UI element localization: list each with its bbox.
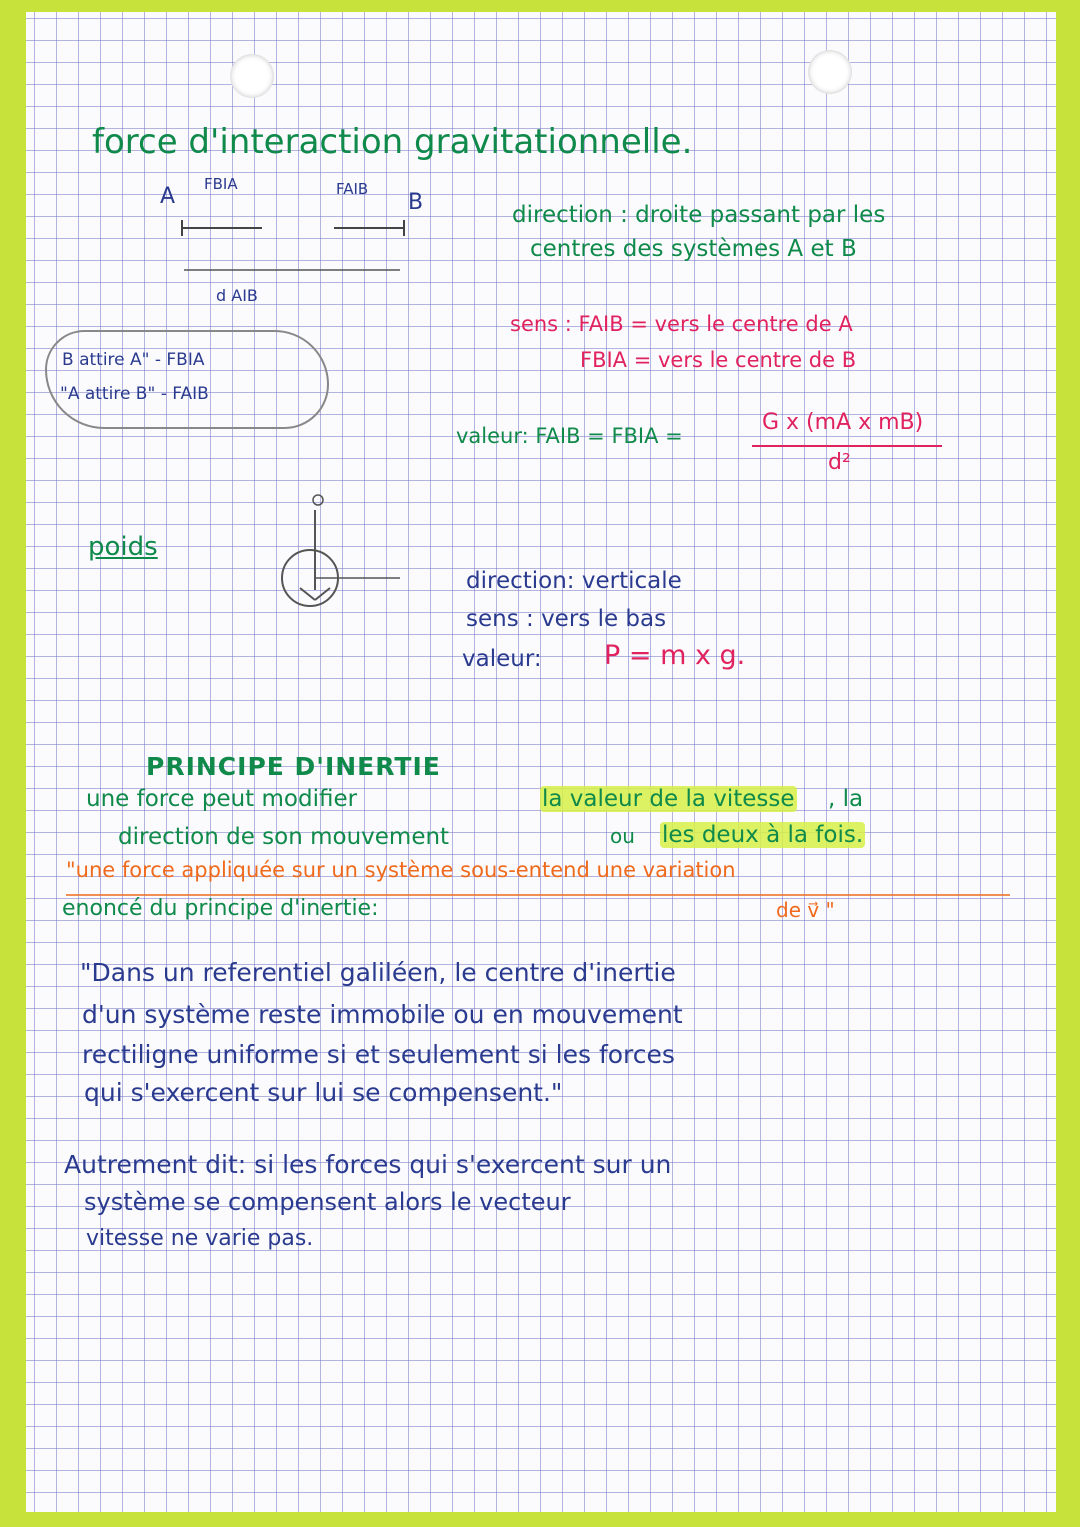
poids-formula: P = m x g. <box>604 640 746 671</box>
weight-arrowhead <box>300 588 315 600</box>
grav-sens-1: sens : FAIB = vers le centre de A <box>510 312 853 336</box>
principle-line-1: "Dans un referentiel galiléen, le centre d'inertie <box>80 958 676 987</box>
principle-line-3: rectiligne uniforme si et seulement si les forces <box>82 1040 675 1069</box>
label-a: A <box>160 184 176 209</box>
label-faib: FAIB <box>336 180 369 198</box>
inertie-line1-b: , la <box>828 786 864 812</box>
inertie-line2-hl: les deux à la fois. <box>662 822 864 848</box>
inertie-line1-hl: la valeur de la vitesse <box>542 786 795 812</box>
principle-line-4: qui s'exercent sur lui se compensent." <box>84 1078 563 1107</box>
formula-denominator: d² <box>828 450 851 475</box>
autrement-line-3: vitesse ne varie pas. <box>86 1226 314 1251</box>
weight-arrowhead-2 <box>315 588 330 600</box>
axis-origin <box>313 495 323 505</box>
poids-direction: direction: verticale <box>466 568 682 594</box>
cloud-line-1: B attire A" - FBIA <box>62 350 205 370</box>
inertie-line1-a: une force peut modifier <box>86 786 358 812</box>
formula-numerator: G x (mA x mB) <box>762 410 924 435</box>
inertie-line2-a: direction de son mouvement <box>118 824 450 850</box>
poids-valeur-label: valeur: <box>462 646 542 672</box>
grav-direction-1: direction : droite passant par les <box>512 202 886 228</box>
grav-valeur-label: valeur: FAIB = FBIA = <box>456 424 683 448</box>
inertie-enonce: enoncé du principe d'inertie: <box>62 896 379 921</box>
grav-direction-2: centres des systèmes A et B <box>530 236 857 262</box>
label-distance: d AIB <box>216 286 258 305</box>
label-b: B <box>408 190 424 215</box>
cloud-line-2: "A attire B" - FAIB <box>60 384 209 404</box>
inertie-heading: PRINCIPE D'INERTIE <box>146 752 441 781</box>
principle-line-2: d'un système reste immobile ou en mouvement <box>82 1000 683 1029</box>
grav-sens-2: FBIA = vers le centre de B <box>580 348 857 372</box>
autrement-line-1: Autrement dit: si les forces qui s'exercent sur un <box>64 1150 672 1179</box>
inertie-line2-b: ou <box>610 824 635 848</box>
autrement-line-2: système se compensent alors le vecteur <box>84 1188 571 1216</box>
label-fbia: FBIA <box>204 175 238 193</box>
poids-title: poids <box>88 532 158 562</box>
attraction-cloud <box>45 330 329 429</box>
poids-sens: sens : vers le bas <box>466 606 667 632</box>
inertie-quote: "une force appliquée sur un système sous-entend une variation <box>66 858 736 882</box>
inertie-quote-end: de v⃗ " <box>776 898 835 922</box>
page-title: force d'interaction gravitationnelle. <box>92 122 693 162</box>
